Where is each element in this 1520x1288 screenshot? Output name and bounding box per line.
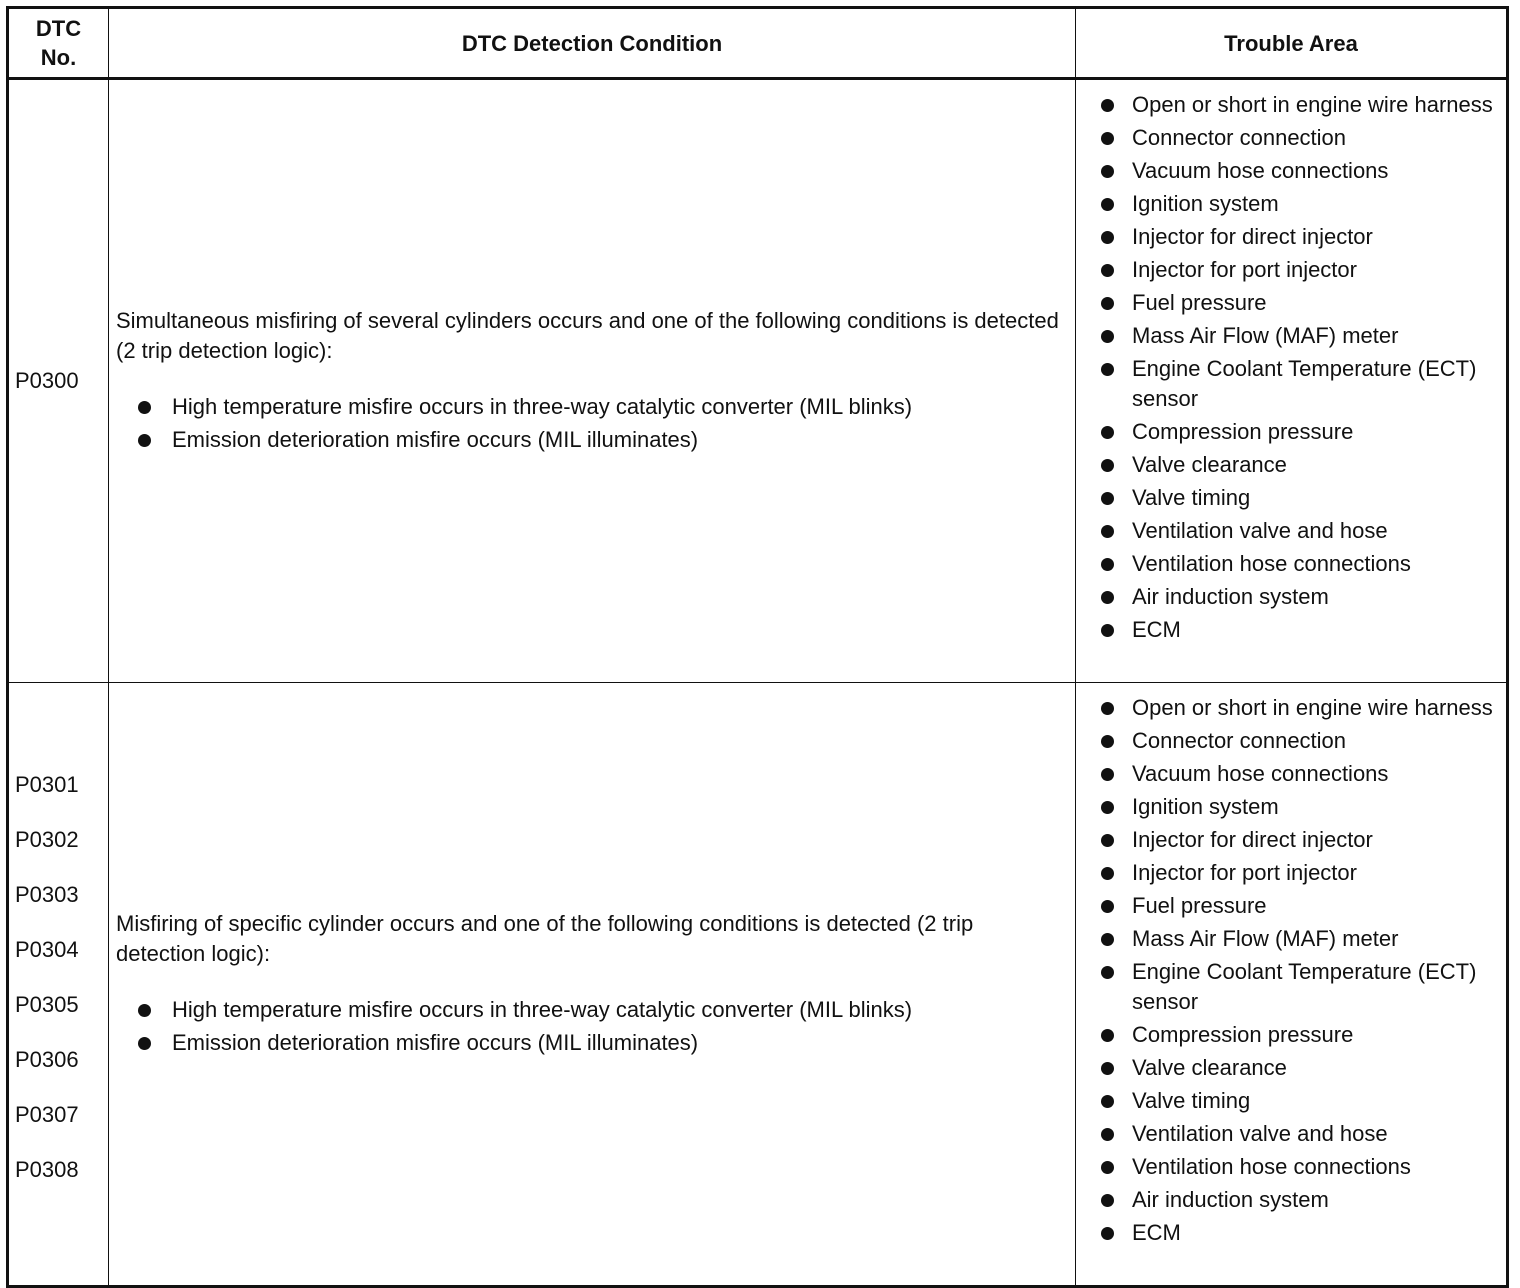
dtc-code-list bbox=[15, 757, 108, 1197]
list-item: Valve clearance bbox=[1098, 450, 1496, 480]
list-item: Ignition system bbox=[1098, 792, 1496, 822]
table-header-row bbox=[8, 8, 1508, 79]
condition-bullet: Emission deterioration misfire occurs (MIL illuminates) bbox=[134, 1026, 1061, 1059]
list-item: Injector for direct injector bbox=[1098, 222, 1496, 252]
condition-text: Misfiring of specific cylinder occurs and one of the following conditions is detected (2 trip detection logic): bbox=[116, 911, 974, 966]
list-item: Fuel pressure bbox=[1098, 891, 1496, 921]
list-item: ECM bbox=[1098, 1218, 1496, 1248]
detection-condition-cell bbox=[109, 683, 1076, 1287]
list-item: Valve timing bbox=[1098, 483, 1496, 513]
table-row bbox=[8, 683, 1508, 1287]
list-item: Open or short in engine wire harness bbox=[1098, 90, 1496, 120]
dtc-code: P0307 bbox=[15, 1102, 79, 1127]
list-item: Vacuum hose connections bbox=[1098, 759, 1496, 789]
trouble-area-cell bbox=[1076, 79, 1508, 683]
list-item: Ventilation hose connections bbox=[1098, 549, 1496, 579]
list-item: Injector for direct injector bbox=[1098, 825, 1496, 855]
list-item: Compression pressure bbox=[1098, 1020, 1496, 1050]
trouble-area-cell bbox=[1076, 683, 1508, 1287]
condition-bullet-list bbox=[116, 390, 1061, 456]
header-trouble-area: Trouble Area bbox=[1076, 8, 1508, 79]
list-item: Mass Air Flow (MAF) meter bbox=[1098, 321, 1496, 351]
dtc-table bbox=[6, 6, 1509, 1288]
list-item: Compression pressure bbox=[1098, 417, 1496, 447]
list-item: Ventilation hose connections bbox=[1098, 1152, 1496, 1182]
header-dtc-no: DTC No. bbox=[8, 8, 109, 79]
list-item: Connector connection bbox=[1098, 726, 1496, 756]
condition-bullet: High temperature misfire occurs in three-way catalytic converter (MIL blinks) bbox=[134, 993, 1061, 1026]
list-item: Ventilation valve and hose bbox=[1098, 516, 1496, 546]
list-item: ECM bbox=[1098, 615, 1496, 645]
list-item: Fuel pressure bbox=[1098, 288, 1496, 318]
list-item: Ventilation valve and hose bbox=[1098, 1119, 1496, 1149]
list-item: Open or short in engine wire harness bbox=[1098, 693, 1496, 723]
list-item: Injector for port injector bbox=[1098, 255, 1496, 285]
dtc-code: P0306 bbox=[15, 1047, 79, 1072]
list-item: Valve clearance bbox=[1098, 1053, 1496, 1083]
list-item: Air induction system bbox=[1098, 1185, 1496, 1215]
list-item: Air induction system bbox=[1098, 582, 1496, 612]
dtc-code-cell bbox=[8, 683, 109, 1287]
dtc-code: P0302 bbox=[15, 827, 79, 852]
list-item: Injector for port injector bbox=[1098, 858, 1496, 888]
dtc-code: P0303 bbox=[15, 882, 79, 907]
trouble-area-list bbox=[1098, 90, 1496, 645]
dtc-code: P0304 bbox=[15, 937, 79, 962]
dtc-code: P0300 bbox=[15, 368, 79, 393]
trouble-area-list bbox=[1098, 693, 1496, 1248]
list-item: Engine Coolant Temperature (ECT) sensor bbox=[1098, 957, 1496, 1017]
dtc-code: P0305 bbox=[15, 992, 79, 1017]
dtc-code: P0308 bbox=[15, 1157, 79, 1182]
list-item: Vacuum hose connections bbox=[1098, 156, 1496, 186]
dtc-code-cell bbox=[8, 79, 109, 683]
table-row bbox=[8, 79, 1508, 683]
list-item: Engine Coolant Temperature (ECT) sensor bbox=[1098, 354, 1496, 414]
list-item: Mass Air Flow (MAF) meter bbox=[1098, 924, 1496, 954]
list-item: Connector connection bbox=[1098, 123, 1496, 153]
condition-bullet-list bbox=[116, 993, 1061, 1059]
list-item: Ignition system bbox=[1098, 189, 1496, 219]
condition-text: Simultaneous misfiring of several cylinders occurs and one of the following conditions is detected (2 trip detection logic): bbox=[116, 308, 1059, 363]
detection-condition-cell bbox=[109, 79, 1076, 683]
condition-bullet: Emission deterioration misfire occurs (MIL illuminates) bbox=[134, 423, 1061, 456]
dtc-code: P0301 bbox=[15, 772, 79, 797]
condition-bullet: High temperature misfire occurs in three-way catalytic converter (MIL blinks) bbox=[134, 390, 1061, 423]
list-item: Valve timing bbox=[1098, 1086, 1496, 1116]
header-detection-condition: DTC Detection Condition bbox=[109, 8, 1076, 79]
